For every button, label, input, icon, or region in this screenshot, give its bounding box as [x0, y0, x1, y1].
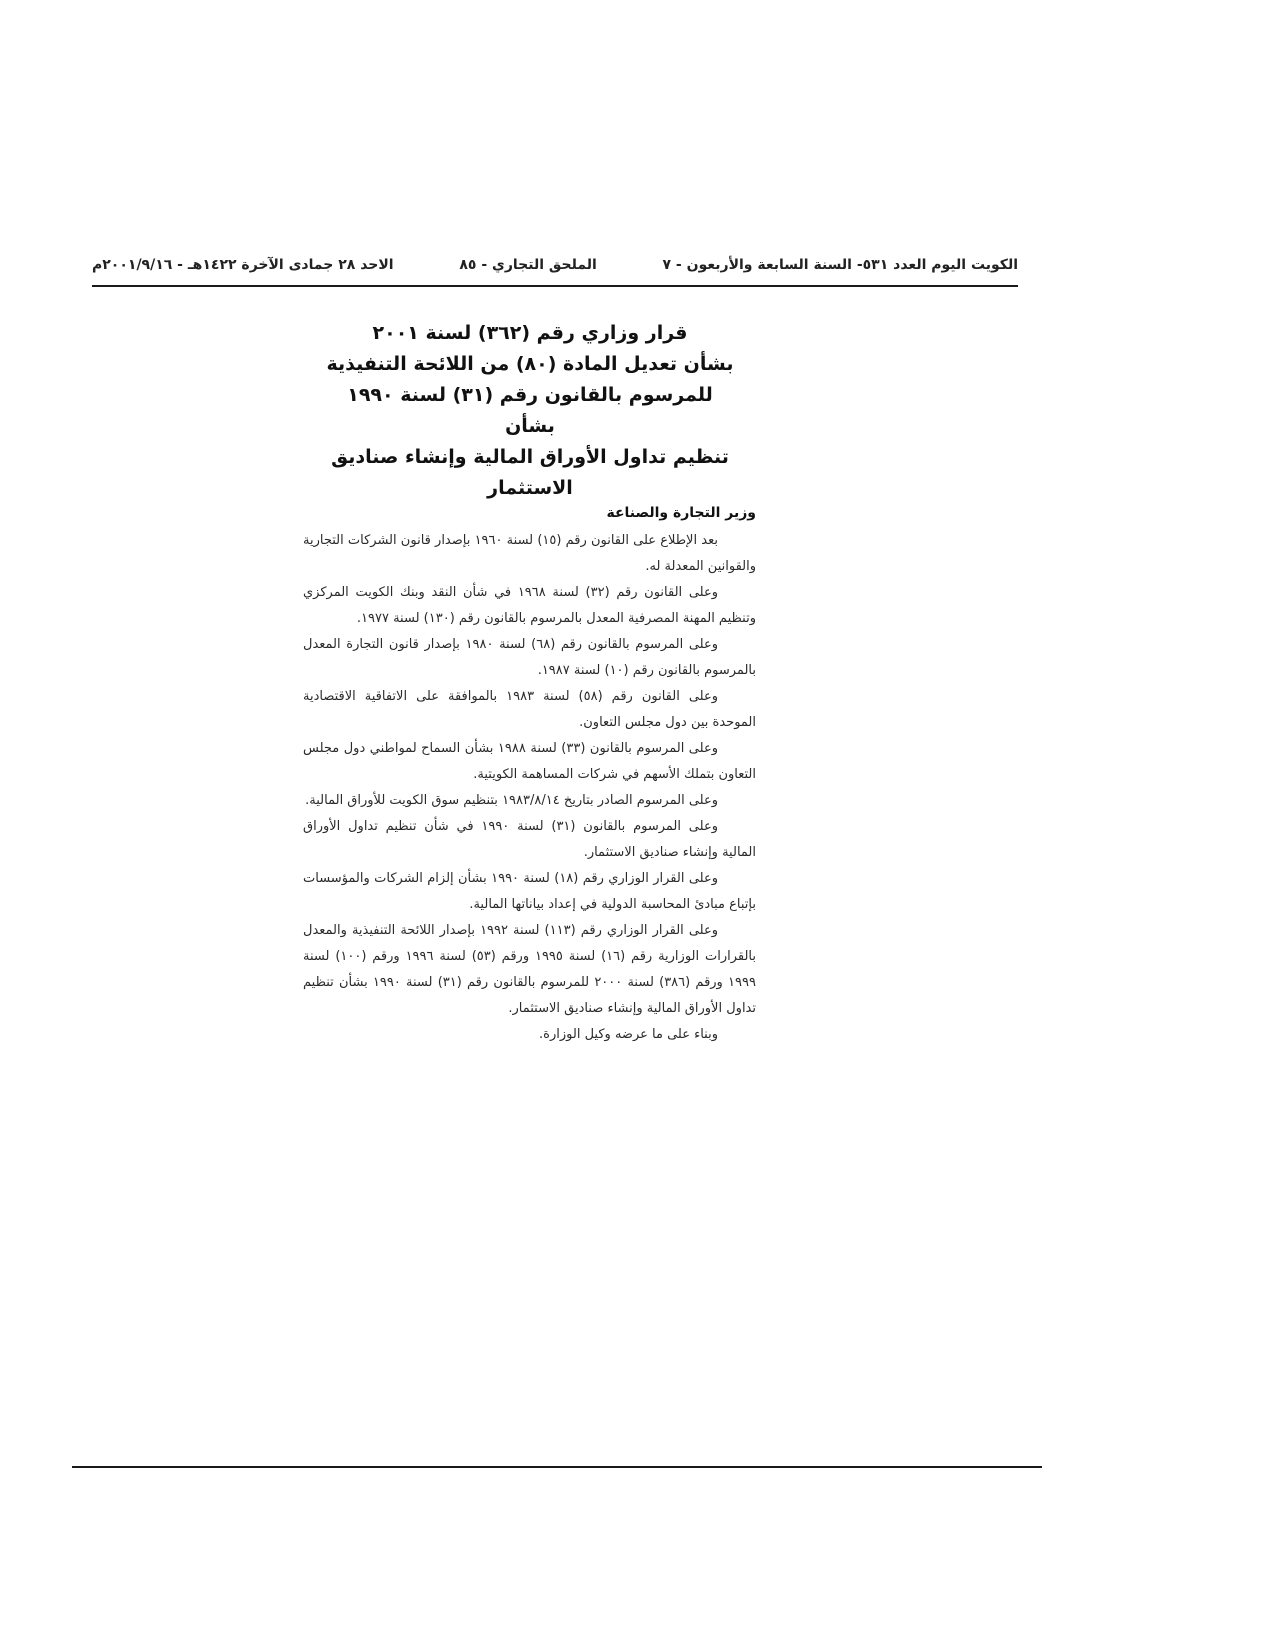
title-line: قرار وزاري رقم (٣٦٢) لسنة ٢٠٠١: [372, 322, 688, 344]
header-date: الاحد ٢٨ جمادى الآخرة ١٤٢٢هـ - ٢٠٠١/٩/١٦م: [92, 257, 394, 273]
footer-rule: [72, 1466, 1042, 1468]
preamble-paragraph: وعلى المرسوم بالقانون (٣٣) لسنة ١٩٨٨ بشأن السماح لمواطني دول مجلس التعاون بتملك الأسهم في شركات المساهمة الكويتية.: [303, 741, 756, 782]
preamble-paragraph: وعلى المرسوم بالقانون (٣١) لسنة ١٩٩٠ في شأن تنظيم تداول الأوراق المالية وإنشاء صناديق الاستثمار.: [303, 819, 756, 860]
closing-line: وبناء على ما عرضه وكيل الوزارة.: [539, 1027, 718, 1042]
header-publication: الكويت اليوم العدد ٥٣١- السنة السابعة والأربعون - ٧: [662, 257, 1018, 273]
title-line: بشأن تعديل المادة (٨٠) من اللائحة التنفيذية: [326, 353, 734, 375]
title-line: تنظيم تداول الأوراق المالية وإنشاء صناديق: [331, 446, 729, 468]
header-rule: [92, 285, 1018, 287]
preamble-paragraph: وعلى القانون رقم (٥٨) لسنة ١٩٨٣ بالموافقة على الاتفاقية الاقتصادية الموحدة بين دول مجلس التعاون.: [303, 689, 756, 730]
preamble-paragraph: وعلى القانون رقم (٣٢) لسنة ١٩٦٨ في شأن النقد وبنك الكويت المركزي وتنظيم المهنة المصرفية المعدل بالمرسوم بالقانون رقم (١٣٠) لسنة ١٩٧٧.: [303, 585, 756, 626]
title-line: الاستثمار: [487, 477, 573, 499]
preamble-paragraph: وعلى القرار الوزاري رقم (١١٣) لسنة ١٩٩٢ بإصدار اللائحة التنفيذية والمعدل بالقرارات الوزارية رقم (١٦) لسنة ١٩٩٥ ورقم (٥٣) لسنة ١٩٩٦ ورقم (١٠٠) لسنة ١٩٩٩ ورقم (٣٨٦) لسنة ٢٠٠٠ للمرسوم بالقانون رقم (٣١) لسنة ١٩٩٠ بشأن تنظيم تداول الأوراق المالية وإنشاء صناديق الاستثمار.: [303, 923, 757, 1016]
preamble-paragraph: وعلى القرار الوزاري رقم (١٨) لسنة ١٩٩٠ بشأن إلزام الشركات والمؤسسات بإتباع مبادئ المحاسبة الدولية في إعداد بياناتها المالية.: [303, 871, 756, 912]
title-line: للمرسوم بالقانون رقم (٣١) لسنة ١٩٩٠ بشأن: [347, 384, 713, 437]
decree-body: [303, 500, 756, 1048]
header-supplement: الملحق التجاري - ٨٥: [459, 257, 597, 273]
preamble-paragraph: وعلى المرسوم بالقانون رقم (٦٨) لسنة ١٩٨٠ بإصدار قانون التجارة المعدل بالمرسوم بالقانون رقم (١٠) لسنة ١٩٨٧.: [303, 637, 756, 678]
decree-title: [320, 318, 740, 504]
running-header: [92, 248, 1018, 282]
preamble-paragraph: وعلى المرسوم الصادر بتاريخ ١٩٨٣/٨/١٤ بتنظيم سوق الكويت للأوراق المالية.: [305, 793, 718, 808]
issuing-authority: وزير التجارة والصناعة: [606, 505, 756, 521]
preamble-paragraph: بعد الإطلاع على القانون رقم (١٥) لسنة ١٩٦٠ بإصدار قانون الشركات التجارية والقوانين المعدلة له.: [303, 533, 756, 574]
